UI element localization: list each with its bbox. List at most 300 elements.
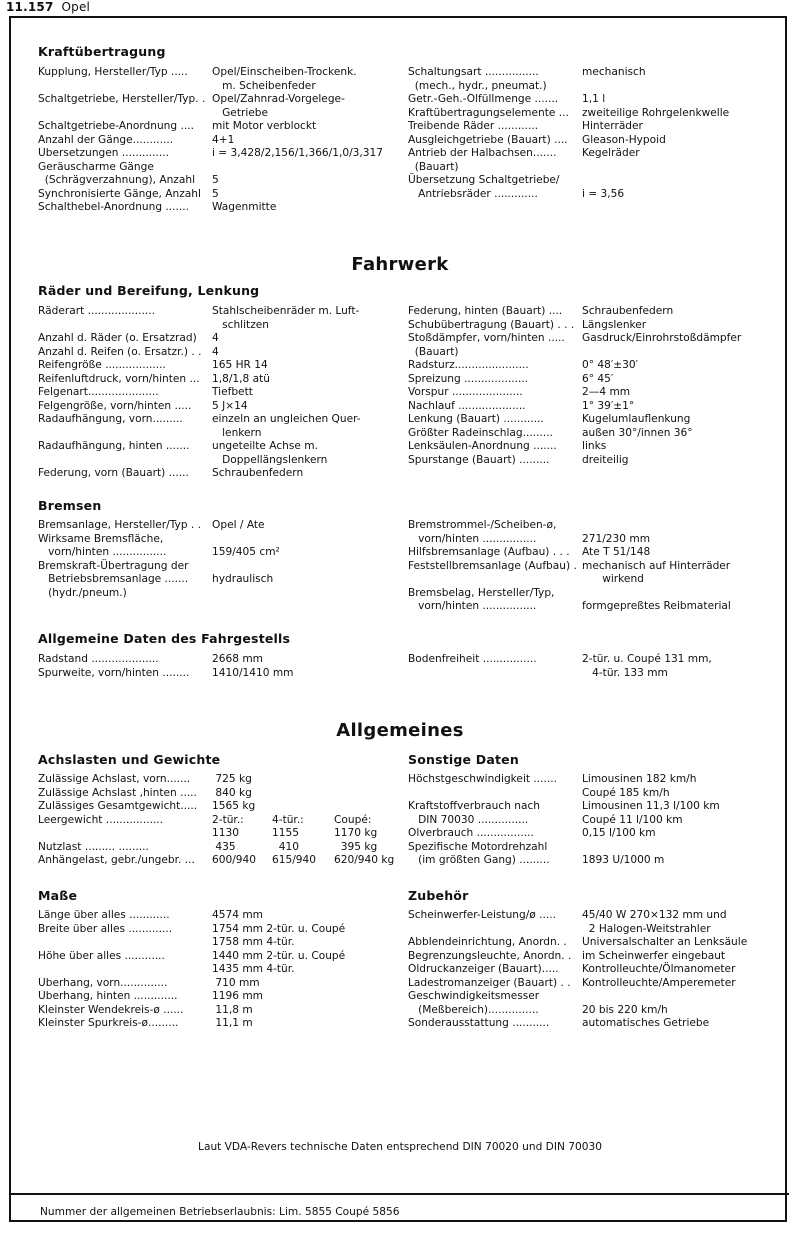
weights-row [38,773,404,787]
spec-label: Kleinster Wendekreis-ø ...... [38,1003,184,1016]
spec-label: vorn/hinten ................ [408,600,537,612]
spec-row [408,936,747,950]
spec-value: Stahlscheibenräder m. Luft- [212,305,360,317]
spec-row [38,427,361,441]
spec-row [408,587,731,601]
spec-row [408,827,720,841]
spec-label: Überhang, hinten ............. [38,990,178,1002]
spec-value: dreiteilig [582,453,629,466]
spec-value: außen 30°/innen 36° [582,426,693,439]
spec-value: i = 3,56 [582,187,625,200]
heading-raeder: Räder und Bereifung, Lenkung [38,283,260,298]
weights-cell: 2-tür.: [212,813,244,826]
spec-row [38,560,280,574]
spec-label: DIN 70030 ............... [408,813,529,826]
spec-value: 4 [212,345,219,358]
spec-row [38,373,361,387]
spec-label: Übersetzungen .............. [38,147,169,159]
weights-table [38,773,404,868]
spec-value: 159/405 cm² [212,546,280,558]
weights-cell: 1155 [272,827,299,839]
weights-cell: 4-tür.: [272,813,304,826]
spec-value: 2 Halogen-Weitstrahler [582,922,711,935]
spec-row [408,560,731,574]
spec-row [38,653,294,667]
spec-label: Radaufhängung, vorn......... [38,413,183,425]
spec-label: Lenkung (Bauart) ............ [408,413,544,425]
spec-row [408,400,741,414]
spec-value: Wagenmitte [212,201,277,213]
spec-row [38,120,383,134]
spec-label [408,573,582,587]
fahrgestell-left [38,653,294,680]
spec-row [408,107,729,121]
spec-label: Felgengröße, vorn/hinten ..... [38,399,192,412]
spec-row [38,107,383,121]
spec-value: Kontrolleuchte/Amperemeter [582,976,736,989]
spec-label: Ölverbrauch ................. [408,827,534,839]
spec-label: Schaltungsart ................ [408,66,539,78]
spec-value: 1,8/1,8 atü [212,372,270,385]
spec-row [38,950,345,964]
spec-row [408,841,720,855]
spec-value: Schraubenfedern [582,305,674,317]
spec-row [38,174,383,188]
spec-row [38,573,280,587]
weights-cell: 1565 kg [212,800,256,812]
spec-label: Stoßdämpfer, vorn/hinten ..... [408,332,565,344]
spec-row [408,1017,747,1031]
footer-divider [9,1193,789,1195]
spec-label: Breite über alles ............. [38,922,173,935]
spec-label: Anzahl d. Reifen (o. Ersatzr.) . . [38,345,202,358]
spec-label [38,936,212,950]
spec-label: Ausgleichgetriebe (Bauart) .... [408,133,568,146]
spec-value: Opel / Ate [212,519,265,531]
spec-row [38,909,345,923]
spec-row [38,936,345,950]
spec-row [408,120,729,134]
heading-masse: Maße [38,888,78,903]
spec-label: Ladestromanzeiger (Bauart) . . [408,976,571,989]
heading-bremsen: Bremsen [38,498,102,513]
weights-cell [272,800,334,814]
weights-cell: Zulässige Achslast ,hinten ..... [38,786,197,799]
spec-row [38,546,280,560]
weights-cell: 615/940 [272,854,317,866]
spec-label: Größter Radeinschlag......... [408,426,553,439]
spec-row [408,977,747,991]
spec-label: Feststellbremsanlage (Aufbau) . [408,559,577,572]
spec-label: Betriebsbremsanlage ....... [38,573,189,585]
spec-label: Vorspur ..................... [408,386,523,398]
spec-label: Übersetzung Schaltgetriebe/ [408,174,560,186]
spec-row [38,147,383,161]
spec-value: Coupé 185 km/h [582,786,670,799]
spec-value: Tiefbett [212,386,253,398]
spec-label: Antrieb der Halbachsen....... [408,147,557,159]
spec-label: Höhe über alles ............ [38,949,165,962]
spec-value: Limousinen 182 km/h [582,773,697,785]
spec-row [408,373,741,387]
spec-label: Bremsbelag, Hersteller/Typ, [408,586,555,599]
spec-label: Höchstgeschwindigkeit ....... [408,773,557,785]
weights-cell: 435 [212,840,236,853]
spec-value: Limousinen 11,3 l/100 km [582,800,720,812]
spec-label: Sonderausstattung ........... [408,1017,550,1029]
spec-row [38,963,345,977]
spec-label: Reifenluftdruck, vorn/hinten ... [38,372,200,385]
spec-label: Bremskraft-Übertragung der [38,559,189,572]
heading-sonstige: Sonstige Daten [408,752,519,767]
raeder-right [408,305,741,467]
spec-label: (Bauart) [408,160,459,173]
spec-row [38,359,361,373]
spec-value: Gleason-Hypoid [582,133,666,146]
spec-row [38,977,345,991]
kraftuebertragung-left [38,66,383,215]
spec-row [408,533,731,547]
spec-label: Schaltgetriebe, Hersteller/Typ. . [38,93,206,105]
spec-value: 2-tür. u. Coupé 131 mm, [582,653,712,665]
spec-label: (im größten Gang) ......... [408,854,550,866]
spec-row [408,667,712,681]
spec-row [408,93,729,107]
spec-row [38,519,280,533]
spec-label [38,454,212,468]
spec-row [408,440,741,454]
spec-label: Öldruckanzeiger (Bauart)..... [408,963,559,975]
brand-name: Opel [61,0,91,14]
weights-cell: Zulässiges Gesamtgewicht..... [38,800,198,812]
spec-row [408,147,729,161]
spec-label: Treibende Räder ............ [408,120,539,132]
spec-row [408,773,720,787]
page-number: 11.157 [6,0,54,14]
spec-row [38,80,383,94]
spec-label: Bremstrommel-/Scheiben-ø, [408,519,557,531]
masse-list [38,909,345,1031]
spec-row [408,174,729,188]
spec-row [38,161,383,175]
spec-value: Gasdruck/Einrohrstoßdämpfer [582,332,742,344]
spec-label: Schubübertragung (Bauart) . . . [408,318,575,331]
spec-label: Bodenfreiheit ................ [408,653,537,665]
spec-label: Radsturz...................... [408,359,529,371]
spec-row [38,923,345,937]
spec-value: Kugelumlauflenkung [582,413,691,425]
spec-label: Überhang, vorn.............. [38,976,168,989]
spec-row [408,359,741,373]
spec-value: einzeln an ungleichen Quer- [212,413,361,425]
spec-value: automatisches Getriebe [582,1017,710,1029]
spec-value: 165 HR 14 [212,359,268,371]
spec-row [408,990,747,1004]
spec-row [38,332,361,346]
spec-value: 1° 39′±1° [582,399,635,412]
spec-row [38,413,361,427]
spec-row [408,787,720,801]
bremsen-right [408,519,731,614]
spec-value: Kontrolleuchte/Ölmanometer [582,963,736,975]
spec-value: Opel/Zahnrad-Vorgelege- [212,93,345,105]
spec-row [408,346,741,360]
spec-label [408,787,582,801]
spec-row [408,909,747,923]
spec-row [38,346,361,360]
spec-label: Nachlauf .................... [408,399,526,412]
spec-label: Getr.-Geh.-Ölfüllmenge ....... [408,93,559,105]
spec-value: 0° 48′±30′ [582,359,639,371]
weights-cell: Zulässige Achslast, vorn....... [38,773,191,785]
spec-row [408,80,729,94]
spec-value: formgepreßtes Reibmaterial [582,600,731,612]
weights-cell [334,773,404,787]
spec-label: Spurweite, vorn/hinten ........ [38,666,190,679]
spec-label: Spurstange (Bauart) ......... [408,453,550,466]
spec-value: wirkend [582,573,644,585]
weights-cell [272,773,334,787]
spec-label: Federung, hinten (Bauart) .... [408,305,563,317]
spec-row [38,454,361,468]
spec-value: schlitzen [212,318,269,331]
spec-row [38,990,345,1004]
weights-cell: 410 [272,840,299,853]
spec-label: (Schrägverzahnung), Anzahl [38,174,196,186]
spec-row [408,963,747,977]
spec-value: 1440 mm 2-tür. u. Coupé [212,949,346,962]
spec-value: Kegelräder [582,147,640,159]
spec-label [38,963,212,977]
section-title-fahrwerk: Fahrwerk [351,254,449,275]
spec-row [408,188,729,202]
spec-label: Felgenart..................... [38,386,159,398]
spec-label: Kraftstoffverbrauch nach [408,800,541,812]
spec-row [38,440,361,454]
spec-value: links [582,440,607,452]
spec-row [408,161,729,175]
spec-label [38,427,212,441]
fahrgestell-right [408,653,712,680]
heading-fahrgestell: Allgemeine Daten des Fahrgestells [38,631,291,646]
spec-value: 1435 mm 4-tür. [212,963,295,975]
spec-value: 4 [212,332,219,344]
spec-row [408,653,712,667]
weights-cell: Anhängelast, gebr./ungebr. ... [38,854,195,866]
spec-label: Kleinster Spurkreis-ø......... [38,1017,179,1029]
spec-row [38,66,383,80]
spec-row [38,467,361,481]
spec-label: Schalthebel-Anordnung ....... [38,201,190,213]
weights-cell [272,787,334,801]
weights-cell: 1170 kg [334,827,378,839]
weights-row [38,841,404,855]
spec-value: im Scheinwerfer eingebaut [582,949,726,962]
spec-label: Spezifische Motordrehzahl [408,840,548,853]
spec-value: Getriebe [212,106,269,119]
spec-label: (mech., hydr., pneumat.) [408,79,547,92]
spec-label: (hydr./pneum.) [38,586,127,599]
spec-row [408,134,729,148]
spec-value: 1410/1410 mm [212,666,294,679]
page-header [6,0,90,14]
spec-value: 1196 mm [212,990,263,1002]
spec-value: Längslenker [582,318,647,331]
weights-cell: 725 kg [212,773,252,785]
spec-label: Federung, vorn (Bauart) ...... [38,467,189,479]
spec-value: zweiteilige Rohrgelenkwelle [582,106,730,119]
spec-row [38,305,361,319]
spec-value: Opel/Einscheiben-Trockenk. [212,66,357,78]
spec-label: vorn/hinten ................ [408,532,537,545]
spec-label [408,667,582,681]
spec-value: 710 mm [212,976,260,989]
sonstige-list [408,773,720,868]
spec-label: Wirksame Bremsfläche, [38,532,164,545]
spec-row [38,587,280,601]
weights-cell [334,787,404,801]
spec-label: Anzahl der Gänge............ [38,133,174,146]
spec-row [38,400,361,414]
spec-label [38,107,212,121]
spec-value: 45/40 W 270×132 mm und [582,909,727,921]
spec-label: (Bauart) [408,345,459,358]
spec-label: vorn/hinten ................ [38,546,167,558]
spec-label: (Meßbereich)............... [408,1003,539,1016]
spec-label: Geschwindigkeitsmesser [408,990,540,1002]
heading-kraftuebertragung: Kraftübertragung [38,44,166,59]
spec-value: Schraubenfedern [212,467,304,479]
spec-label: Bremsanlage, Hersteller/Typ . . [38,519,202,531]
spec-label [38,80,212,94]
spec-value: 2668 mm [212,653,263,665]
spec-label: Länge über alles ............ [38,909,170,921]
spec-row [408,950,747,964]
spec-label: Synchronisierte Gänge, Anzahl [38,187,201,200]
spec-value: 4-tür. 133 mm [582,666,668,679]
weights-cell: 620/940 kg [334,854,395,866]
spec-label: Radaufhängung, hinten ....... [38,440,190,452]
spec-row [38,1004,345,1018]
spec-value: Coupé 11 l/100 km [582,813,683,826]
zubehoer-list [408,909,747,1031]
spec-label: Abblendeinrichtung, Anordn. . [408,936,567,948]
spec-row [408,305,741,319]
weights-cell: 395 kg [334,840,378,853]
weights-cell: Leergewicht ................. [38,813,164,826]
spec-value: mechanisch [582,66,646,78]
raeder-left [38,305,361,481]
weights-cell [334,800,404,814]
spec-row [38,188,383,202]
spec-row [408,1004,747,1018]
bremsen-left [38,519,280,600]
spec-value: 5 [212,187,219,200]
spec-label: Radstand .................... [38,653,159,665]
weights-cell [38,827,212,841]
spec-row [38,319,361,333]
spec-value: Ate T 51/148 [582,546,651,558]
spec-value: 6° 45′ [582,372,614,385]
spec-label: Scheinwerfer-Leistung/ø ..... [408,909,556,921]
weights-row [38,800,404,814]
spec-row [38,1017,345,1031]
spec-label: Begrenzungsleuchte, Anordn. . [408,949,572,962]
spec-value: 11,8 m [212,1003,253,1016]
spec-row [408,800,720,814]
weights-row [38,814,404,828]
weights-cell: 1130 [212,827,239,839]
spec-value: Hinterräder [582,120,643,132]
vda-note: Laut VDA-Revers technische Daten entsprechend DIN 70020 und DIN 70030 [198,1141,602,1153]
spec-label [38,319,212,333]
weights-row [38,827,404,841]
spec-row [408,319,741,333]
spec-row [408,600,731,614]
spec-label: Antriebsräder ............. [408,187,538,200]
spec-value: 1893 U/1000 m [582,854,665,866]
spec-value: Universalschalter an Lenksäule [582,936,748,948]
spec-value: 4574 mm [212,909,263,921]
spec-value: mechanisch auf Hinterräder [582,559,731,572]
spec-label: Reifengröße .................. [38,359,166,371]
spec-value: hydraulisch [212,573,274,585]
spec-row [408,546,731,560]
spec-row [38,386,361,400]
spec-value: 20 bis 220 km/h [582,1003,668,1016]
spec-row [38,134,383,148]
spec-label: Hilfsbremsanlage (Aufbau) . . . [408,546,570,558]
spec-value: 1,1 l [582,93,606,105]
weights-cell: 600/940 [212,854,257,866]
spec-row [38,93,383,107]
spec-row [408,519,731,533]
heading-achslasten: Achslasten und Gewichte [38,752,221,767]
spec-value: 1754 mm 2-tür. u. Coupé [212,922,346,935]
spec-row [408,573,731,587]
spec-value: 11,1 m [212,1017,253,1029]
spec-label: Spreizung ................... [408,372,529,385]
spec-label [408,923,582,937]
spec-row [408,454,741,468]
spec-value: 5 J×14 [212,399,248,412]
weights-cell: 840 kg [212,786,252,799]
spec-value: ungeteilte Achse m. [212,440,318,452]
spec-row [38,533,280,547]
spec-row [408,386,741,400]
spec-label: Räderart .................... [38,305,155,317]
spec-label: Geräuscharme Gänge [38,160,154,173]
spec-row [408,332,741,346]
spec-label: Anzahl d. Räder (o. Ersatzrad) [38,332,197,344]
spec-row [38,667,294,681]
spec-label: Kraftübertragungselemente ... [408,106,569,119]
spec-value: Doppellängslenkern [212,453,328,466]
heading-zubehoer: Zubehör [408,888,469,903]
spec-value: 1758 mm 4-tür. [212,936,295,948]
spec-value: mit Motor verblockt [212,120,317,132]
weights-row [38,854,404,868]
spec-value: 4+1 [212,133,235,146]
spec-label: Schaltgetriebe-Anordnung .... [38,120,194,132]
weights-cell: Nutzlast ......... ......... [38,840,149,853]
spec-row [38,201,383,215]
spec-row [408,854,720,868]
spec-value: m. Scheibenfeder [212,79,316,92]
spec-row [408,66,729,80]
spec-label: Lenksäulen-Anordnung ....... [408,440,557,452]
weights-row [38,787,404,801]
